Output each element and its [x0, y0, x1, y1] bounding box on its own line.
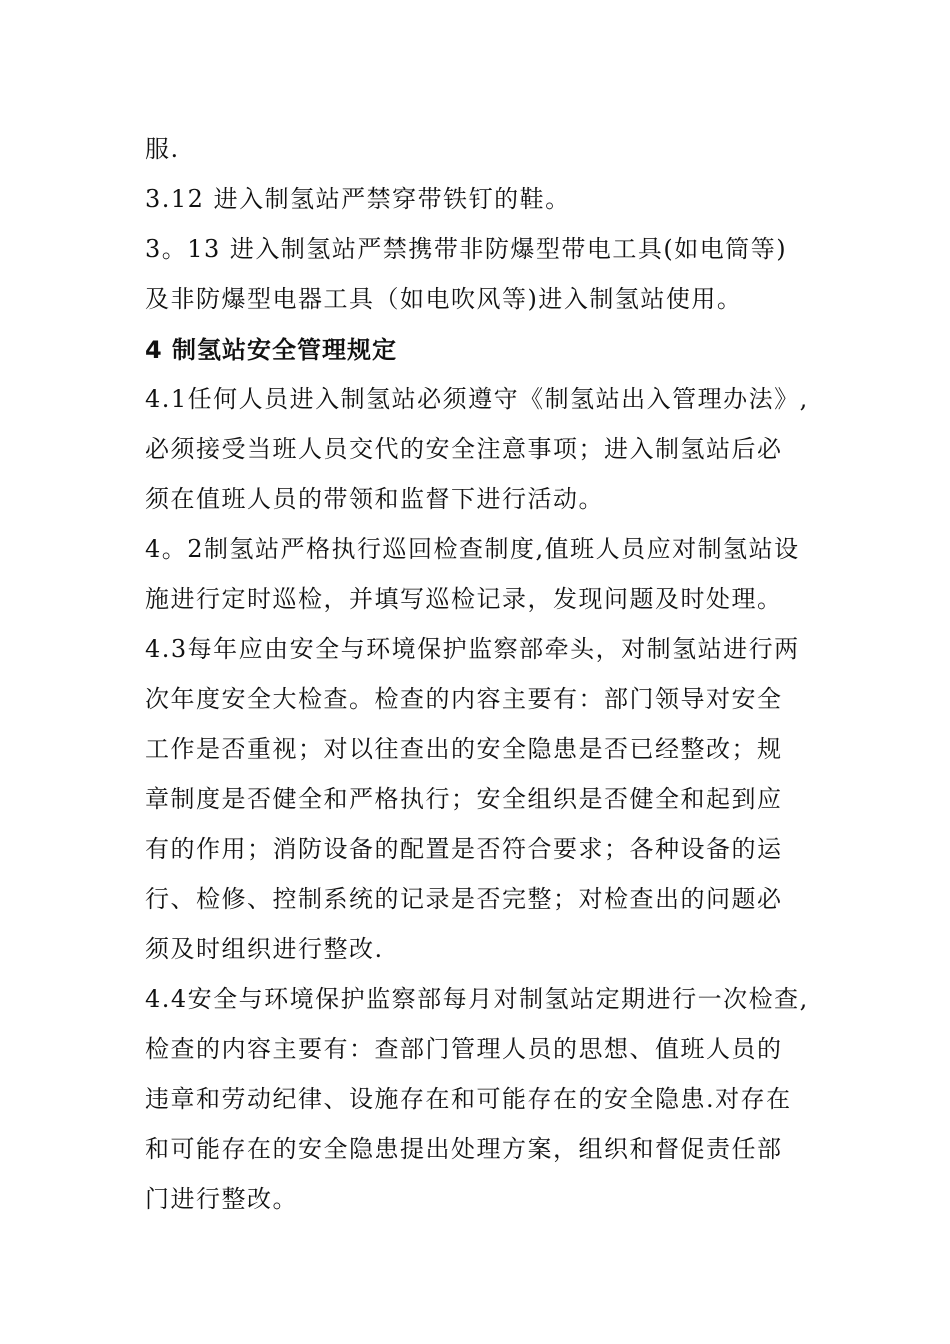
- text-line: 和可能存在的安全隐患提出处理方案，组织和督促责任部: [145, 1135, 783, 1163]
- text-line: 3.12 进入制氢站严禁穿带铁钉的鞋。: [145, 185, 571, 213]
- section-heading: 4 制氢站安全管理规定: [145, 336, 398, 364]
- text-line: 及非防爆型电器工具（如电吹风等)进入制氢站使用。: [145, 285, 743, 313]
- text-line: 必须接受当班人员交代的安全注意事项；进入制氢站后必: [145, 435, 783, 463]
- text-line: 工作是否重视；对以往查出的安全隐患是否已经整改；规: [145, 735, 783, 763]
- text-line: 4。2制氢站严格执行巡回检查制度,值班人员应对制氢站设: [145, 535, 800, 563]
- text-line: 施进行定时巡检，并填写巡检记录，发现问题及时处理。: [145, 585, 783, 613]
- text-line: 章制度是否健全和严格执行；安全组织是否健全和起到应: [145, 785, 783, 813]
- text-line: 4.1任何人员进入制氢站必须遵守《制氢站出入管理办法》,: [145, 385, 809, 413]
- text-line: 次年度安全大检查。检查的内容主要有：部门领导对安全: [145, 685, 783, 713]
- text-line: 3。13 进入制氢站严禁携带非防爆型带电工具(如电筒等): [145, 235, 788, 263]
- text-line: 行、检修、控制系统的记录是否完整；对检查出的问题必: [145, 885, 783, 913]
- text-line: 门进行整改。: [145, 1185, 298, 1213]
- text-line: 违章和劳动纪律、设施存在和可能存在的安全隐患.对存在: [145, 1085, 792, 1113]
- text-line: 4.3每年应由安全与环境保护监察部牵头，对制氢站进行两: [145, 635, 800, 663]
- text-line: 须在值班人员的带领和监督下进行活动。: [145, 485, 604, 513]
- text-line: 有的作用；消防设备的配置是否符合要求；各种设备的运: [145, 835, 783, 863]
- text-line: 4.4安全与环境保护监察部每月对制氢站定期进行一次检查,: [145, 985, 809, 1013]
- text-line: 检查的内容主要有：查部门管理人员的思想、值班人员的: [145, 1035, 783, 1063]
- text-line: 服.: [145, 135, 180, 163]
- text-line: 须及时组织进行整改.: [145, 935, 384, 963]
